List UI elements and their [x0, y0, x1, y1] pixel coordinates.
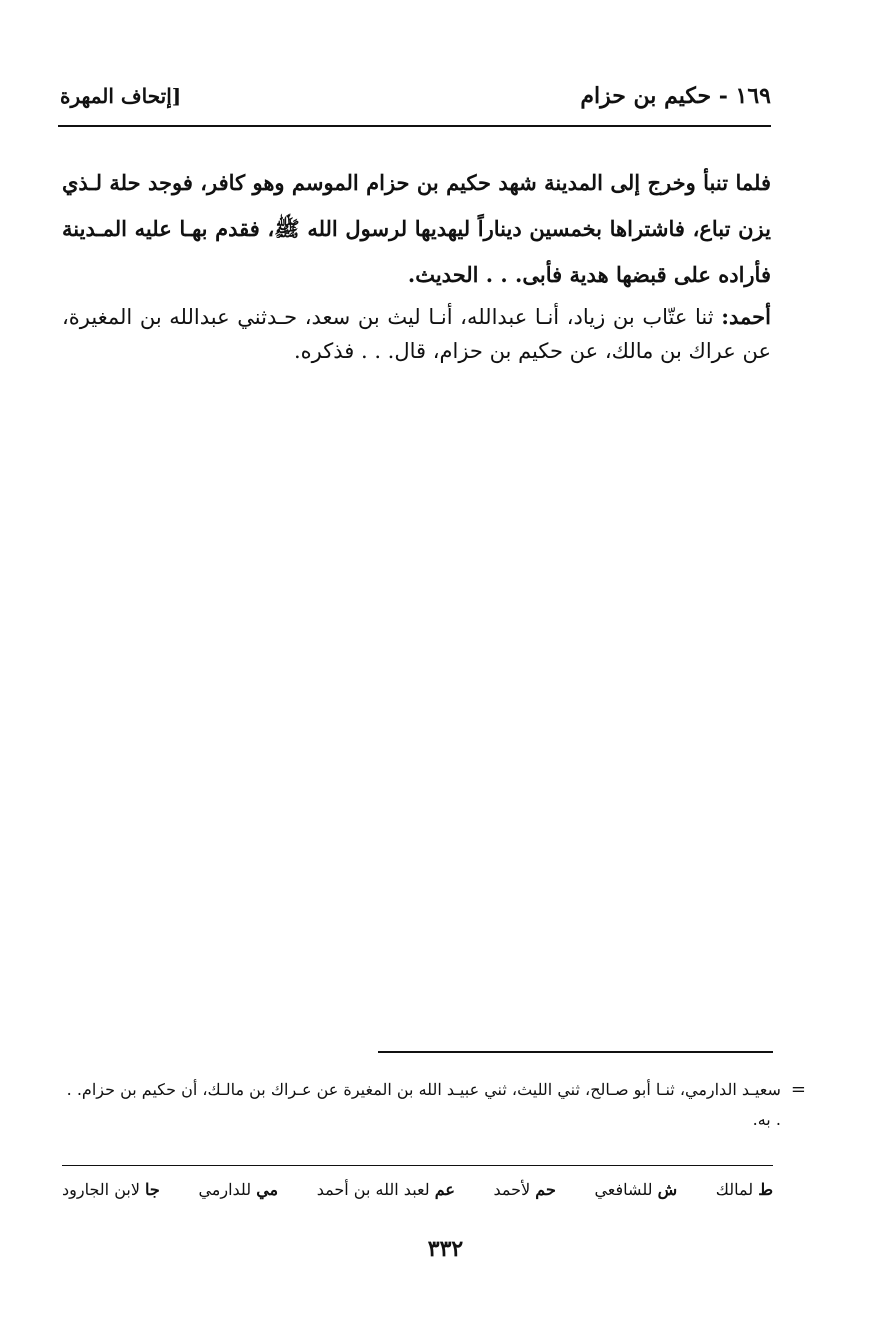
legend-item: ش للشافعي [594, 1180, 678, 1199]
abbreviation-legend [62, 1180, 773, 1199]
legend-item: عم لعبد الله بن أحمد [316, 1180, 455, 1199]
book-title: [إتحاف المهرة [60, 84, 182, 108]
footnote [62, 1075, 806, 1135]
header-divider [58, 125, 771, 127]
isnad-source: أحمد: [721, 304, 771, 329]
legend-item: جا لابن الجارود [62, 1180, 160, 1199]
hadith-paragraph: فلما تنبأ وخرج إلى المدينة شهد حكيم بن حزام الموسم وهو كافر، فوجد حلة لـذي يزن تباع، فاشتراها بخمسين ديناراً ليهديها لرسول الله ﷺ، فقدم بهـا عليه المـدينة فأراده على قبضها هدية فأبى. . . الحديث. [62, 170, 771, 287]
main-text [62, 160, 771, 368]
legend-item: حم لأحمد [493, 1180, 556, 1199]
page-header [60, 78, 771, 114]
legend-item: مي للدارمي [198, 1180, 279, 1199]
legend-divider [62, 1165, 773, 1166]
isnad-paragraph [62, 300, 771, 368]
isnad-chain: ثنا عتّاب بن زياد، أنـا عبدالله، أنـا ليث بن سعد، حـدثني عبدالله بن المغيرة، عن عراك بن مالك، عن حكيم بن حزام، قال. . . فذكره. [62, 305, 771, 363]
page-number: ٣٣٢ [427, 1236, 464, 1262]
footnote-text: سعيـد الدارمي، ثنـا أبو صـالح، ثني الليث، ثني عبيـد الله بن المغيرة عن عـراك بن مالـك، أن حكيم بن حزام. . . به. [66, 1080, 781, 1129]
continuation-mark: = [790, 1079, 806, 1100]
legend-item: ط لمالك [715, 1180, 773, 1199]
chapter-title: ١٦٩ - حكيم بن حزام [580, 83, 771, 109]
footnote-divider [378, 1051, 773, 1053]
